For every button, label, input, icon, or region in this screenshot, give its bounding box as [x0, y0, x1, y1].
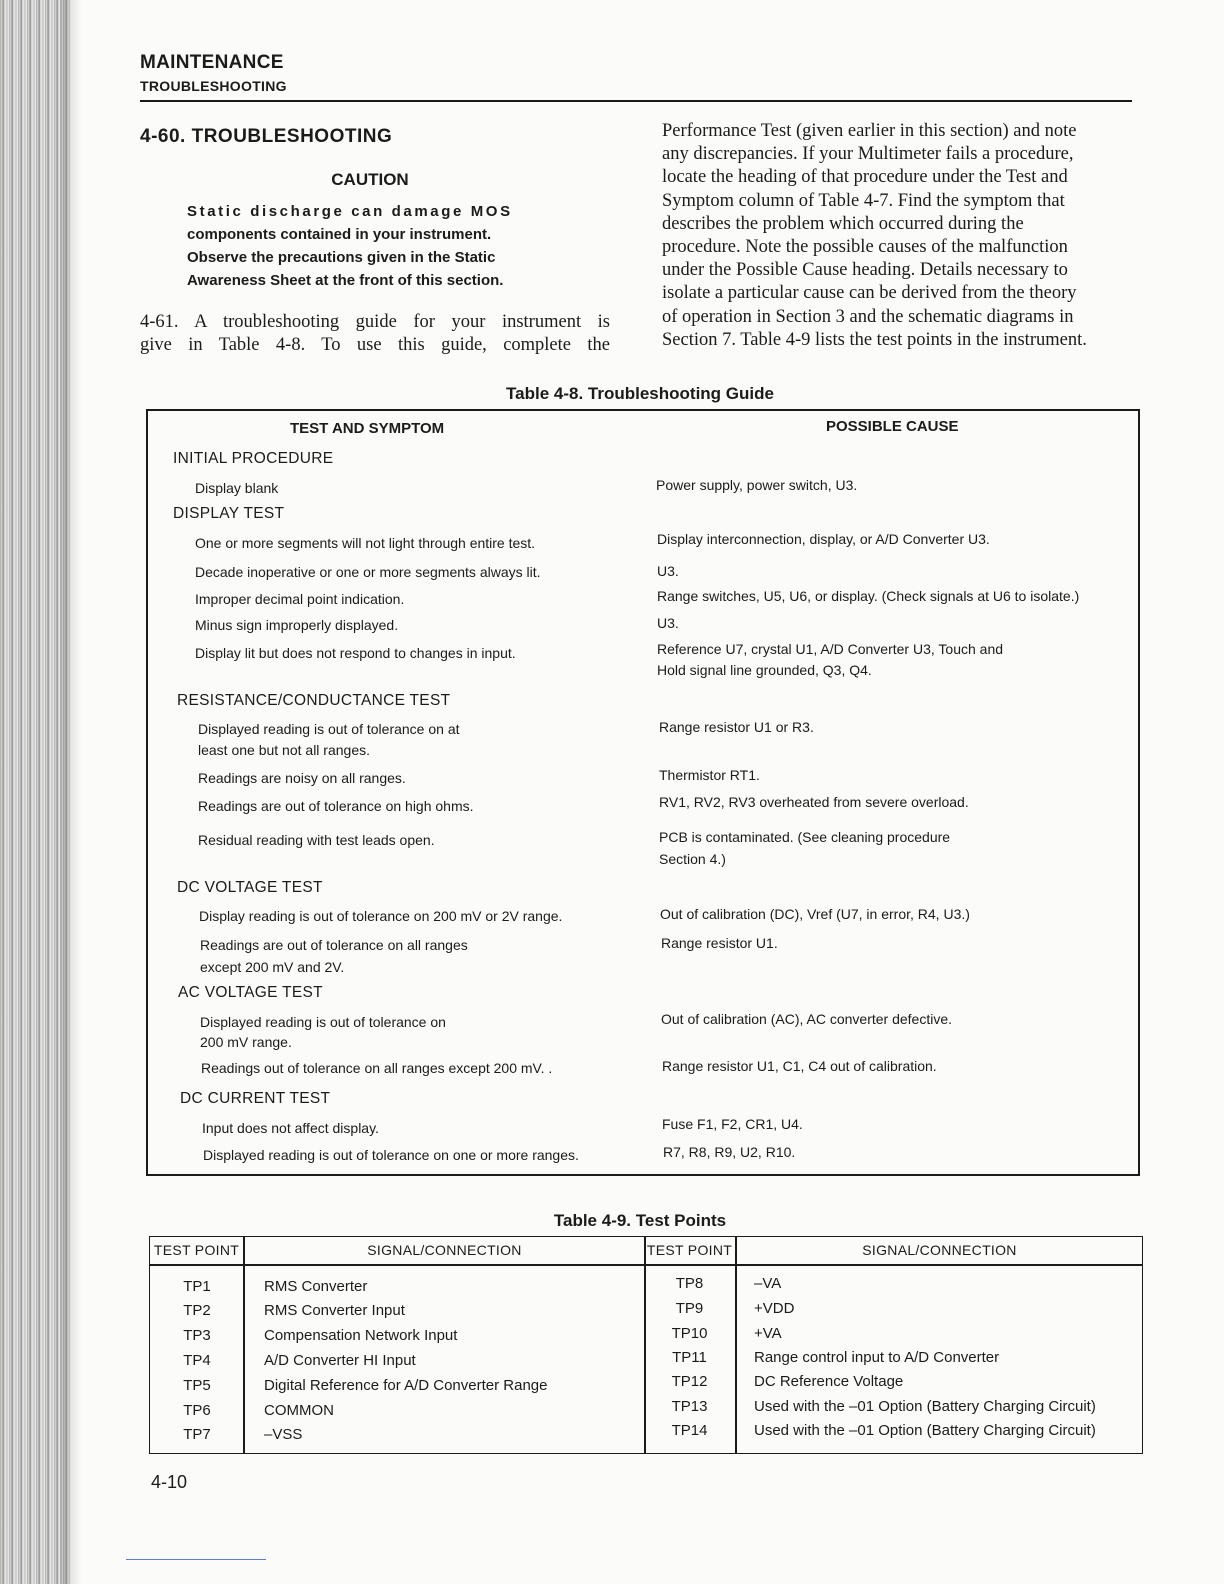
test-point: TP1: [183, 1278, 211, 1295]
signal: –VA: [754, 1275, 782, 1292]
symptom: except 200 mV and 2V.: [200, 959, 345, 975]
signal: Range control input to A/D Converter: [754, 1349, 1000, 1366]
column-header-test-point: TEST POINT: [153, 1242, 240, 1258]
test-point: TP10: [671, 1325, 708, 1342]
signal: Used with the –01 Option (Battery Charging Circuit): [754, 1398, 1096, 1415]
intro-paragraph-left: [140, 311, 610, 356]
symptom: least one but not all ranges.: [198, 742, 371, 758]
test-point: TP11: [672, 1349, 707, 1366]
cause: RV1, RV2, RV3 overheated from severe overload.: [659, 794, 969, 810]
symptom: Input does not affect display.: [202, 1120, 379, 1136]
signal: –VSS: [264, 1426, 303, 1443]
cause: Hold signal line grounded, Q3, Q4.: [657, 662, 872, 678]
test-points-table: [149, 1236, 1143, 1454]
paragraph-line: give in Table 4-8. To use this guide, complete the: [140, 334, 610, 355]
category-dc-current-test: DC CURRENT TEST: [180, 1090, 331, 1107]
paragraph-line: procedure. Note the possible causes of the malfunction: [662, 237, 1068, 258]
signal: RMS Converter Input: [264, 1302, 405, 1319]
cause: PCB is contaminated. (See cleaning procedure: [659, 829, 951, 845]
paragraph-line: 4-61. A troubleshooting guide for your instrument is: [140, 312, 610, 332]
cause: Range switches, U5, U6, or display. (Check signals at U6 to isolate.): [657, 588, 1080, 604]
column-divider: [735, 1237, 737, 1453]
signal: DC Reference Voltage: [754, 1373, 904, 1390]
symptom: Minus sign improperly displayed.: [195, 617, 399, 633]
column-header-possible-cause: POSSIBLE CAUSE: [826, 418, 959, 435]
signal: RMS Converter: [264, 1278, 368, 1295]
caution-line: components contained in your instrument.: [187, 226, 492, 243]
cause: R7, R8, R9, U2, R10.: [663, 1144, 796, 1160]
category-display-test: DISPLAY TEST: [173, 505, 285, 522]
cause: Reference U7, crystal U1, A/D Converter U3, Touch and: [657, 641, 1004, 657]
header-rule: [140, 100, 1132, 102]
symptom: Improper decimal point indication.: [195, 591, 405, 607]
page-number: 4-10: [151, 1472, 188, 1492]
test-point: TP9: [675, 1300, 704, 1317]
header-subsection: TROUBLESHOOTING: [140, 78, 287, 94]
paragraph-line: under the Possible Cause heading. Details necessary to: [662, 260, 1068, 281]
caution-body: [187, 200, 587, 292]
caution-title: CAUTION: [331, 170, 409, 189]
column-header-signal: SIGNAL/CONNECTION: [367, 1242, 522, 1258]
cause: Out of calibration (DC), Vref (U7, in error, R4, U3.): [660, 906, 970, 922]
column-header-signal: SIGNAL/CONNECTION: [862, 1242, 1017, 1258]
symptom: 200 mV range.: [200, 1034, 292, 1050]
cause: Thermistor RT1.: [659, 767, 760, 783]
category-ac-voltage-test: AC VOLTAGE TEST: [178, 984, 323, 1001]
paragraph-line: locate the heading of that procedure under the Test and: [662, 167, 1068, 188]
cause: Out of calibration (AC), AC converter defective.: [661, 1011, 953, 1027]
symptom: Residual reading with test leads open.: [198, 832, 435, 848]
test-point: TP6: [183, 1402, 211, 1419]
signal: +VA: [754, 1325, 782, 1342]
cause: Range resistor U1 or R3.: [659, 719, 814, 735]
paragraph-line: describes the problem which occurred during the: [662, 213, 1024, 234]
category-initial-procedure: INITIAL PROCEDURE: [173, 450, 334, 467]
test-point: TP5: [183, 1377, 211, 1394]
symptom: Displayed reading is out of tolerance on one or more ranges.: [203, 1147, 579, 1163]
table-4-8-caption: Table 4-8. Troubleshooting Guide: [506, 384, 774, 403]
test-point: TP12: [671, 1373, 708, 1390]
test-point: TP13: [671, 1398, 708, 1415]
signal: Used with the –01 Option (Battery Charging Circuit): [754, 1422, 1096, 1439]
test-point: TP7: [183, 1426, 211, 1443]
test-point: TP2: [183, 1302, 211, 1319]
binding-shadow: [60, 0, 82, 1584]
cause: Range resistor U1, C1, C4 out of calibration.: [662, 1058, 937, 1074]
cause: Display interconnection, display, or A/D Converter U3.: [657, 531, 990, 547]
symptom: Displayed reading is out of tolerance on at: [198, 721, 460, 737]
header-section: MAINTENANCE: [140, 52, 284, 73]
paragraph-line: any discrepancies. If your Multimeter fails a procedure,: [662, 144, 1074, 165]
test-point: TP3: [183, 1327, 211, 1344]
cause: Fuse F1, F2, CR1, U4.: [662, 1116, 803, 1132]
test-point: TP14: [671, 1422, 708, 1439]
category-dc-voltage-test: DC VOLTAGE TEST: [177, 879, 323, 896]
cause: U3.: [657, 615, 679, 631]
column-header-test-symptom: TEST AND SYMPTOM: [290, 420, 445, 437]
test-point: TP4: [183, 1352, 211, 1369]
intro-paragraph-right: [662, 120, 1134, 352]
symptom: Readings are out of tolerance on all ranges: [200, 937, 468, 953]
symptom: Readings are out of tolerance on high ohms.: [198, 798, 474, 814]
signal: +VDD: [754, 1300, 795, 1317]
signal: COMMON: [264, 1402, 334, 1419]
footer-rule: [126, 1559, 266, 1560]
signal: Compensation Network Input: [264, 1327, 458, 1344]
paragraph-line: Performance Test (given earlier in this section) and note: [662, 121, 1077, 141]
paragraph-line: Symptom column of Table 4-7. Find the symptom that: [662, 190, 1065, 211]
paragraph-line: Section 7. Table 4-9 lists the test points in the instrument.: [662, 329, 1087, 350]
caution-line: Static discharge can damage MOS: [187, 203, 513, 220]
paragraph-line: of operation in Section 3 and the schematic diagrams in: [662, 306, 1074, 327]
cause: Power supply, power switch, U3.: [656, 477, 858, 493]
section-title: 4-60. TROUBLESHOOTING: [140, 126, 393, 147]
table-4-9-caption: Table 4-9. Test Points: [553, 1211, 727, 1230]
symptom: Display blank: [195, 480, 279, 496]
paragraph-line: isolate a particular cause can be derived from the theory: [662, 283, 1077, 304]
column-divider: [644, 1237, 646, 1453]
column-divider: [243, 1237, 245, 1453]
symptom: One or more segments will not light through entire test.: [195, 535, 536, 551]
cause: U3.: [657, 563, 679, 579]
symptom: Displayed reading is out of tolerance on: [200, 1014, 446, 1030]
symptom: Readings are noisy on all ranges.: [198, 770, 406, 786]
caution-line: Observe the precautions given in the Static: [187, 249, 496, 266]
category-resistance-test: RESISTANCE/CONDUCTANCE TEST: [177, 692, 451, 709]
test-point: TP8: [675, 1275, 704, 1292]
caution-line: Awareness Sheet at the front of this section.: [187, 272, 504, 289]
symptom: Display lit but does not respond to changes in input.: [195, 645, 516, 661]
cause: Range resistor U1.: [661, 935, 778, 951]
signal: Digital Reference for A/D Converter Range: [264, 1377, 548, 1394]
cause: Section 4.): [659, 851, 726, 867]
symptom: Decade inoperative or one or more segments always lit.: [195, 564, 541, 580]
column-header-test-point: TEST POINT: [646, 1242, 733, 1258]
symptom: Readings out of tolerance on all ranges except 200 mV. .: [201, 1060, 553, 1076]
signal: A/D Converter HI Input: [264, 1352, 416, 1369]
symptom: Display reading is out of tolerance on 200 mV or 2V range.: [199, 908, 563, 924]
header-divider: [150, 1264, 1142, 1266]
